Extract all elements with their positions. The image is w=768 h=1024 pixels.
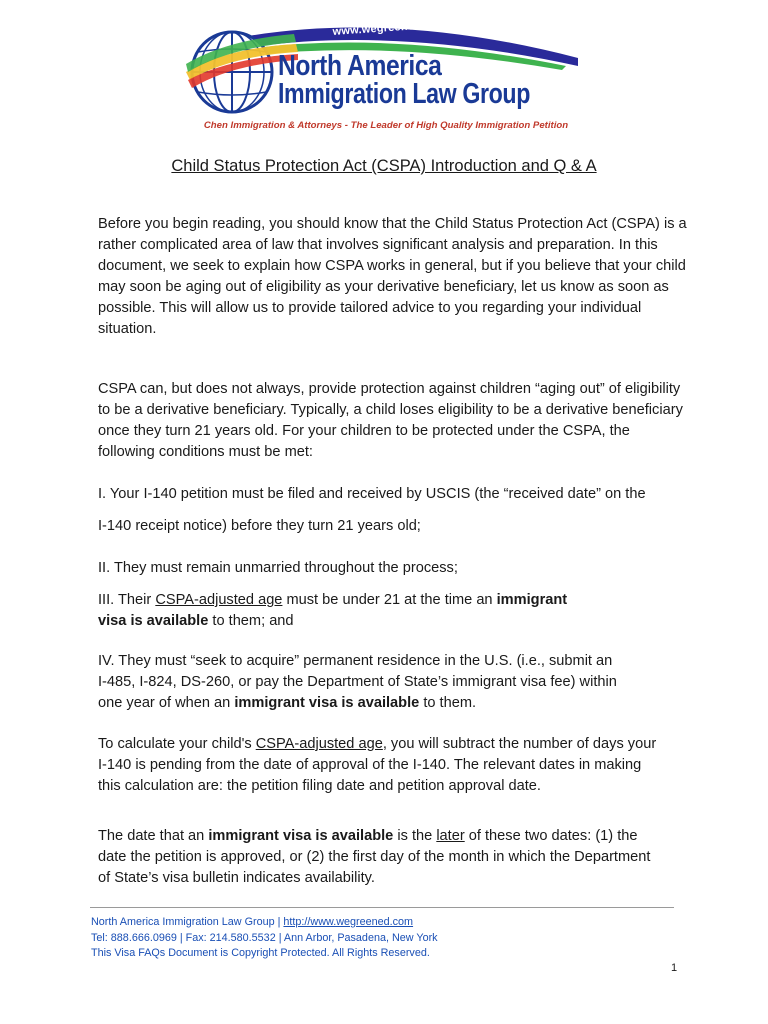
date-pre: The date that an xyxy=(98,828,209,844)
date-bold-term: immigrant visa is available xyxy=(208,828,394,844)
calc-line3: this calculation are: the petition filing date and petition approval date. xyxy=(98,778,541,794)
date-post1: of these two dates: (1) the xyxy=(464,828,638,844)
visa-available-term: visa is available xyxy=(98,613,209,629)
condition-3-post: to them; and xyxy=(208,613,294,629)
condition-4-line3-pre: one year of when an xyxy=(98,695,235,711)
footer-copyright: This Visa FAQs Document is Copyright Protected. All Rights Reserved. xyxy=(91,947,430,959)
condition-3 xyxy=(98,590,688,632)
condition-3-mid: must be under 21 at the time an xyxy=(282,592,497,608)
condition-4 xyxy=(98,651,688,714)
intro-paragraph: Before you begin reading, you should know that the Child Status Protection Act (CSPA) is a rather complicated area of law that involves significant analysis and preparation. In this document, we seek to explain how CSPA works in general, but if you believe that your child may soon be aging out of eligibility as your derivative beneficiary, let us know as soon as possible. This will allow us to provide tailored advice to you regarding your individual situation. xyxy=(98,216,687,337)
brand-tagline: Chen Immigration & Attorneys - The Leader of High Quality Immigration Petition xyxy=(203,120,569,131)
calc-post1: , you will subtract the number of days your xyxy=(382,736,657,752)
cspa-overview-paragraph: CSPA can, but does not always, provide protection against children “aging out” of eligibility to be a derivative beneficiary. Typically, a child loses eligibility to be a derivative beneficiary once they turn 21 years old. For your children to be protected under the CSPA, the following conditions must be met: xyxy=(98,381,683,460)
footer-contact: Tel: 888.666.0969 | Fax: 214.580.5532 | Ann Arbor, Pasadena, New York xyxy=(91,931,438,944)
visa-date-paragraph xyxy=(98,826,688,889)
condition-1-line1: I. Your I-140 petition must be filed and received by USCIS (the “received date” on the xyxy=(98,486,646,502)
website-url[interactable]: www.wegreened.com xyxy=(332,18,448,38)
later-term: later xyxy=(436,828,465,844)
letterhead xyxy=(186,20,586,138)
calc-pre: To calculate your child's xyxy=(98,736,256,752)
condition-4-line1: IV. They must “seek to acquire” permanent residence in the U.S. (i.e., submit an xyxy=(98,653,613,669)
condition-1-line2: I-140 receipt notice) before they turn 21 years old; xyxy=(98,518,421,534)
page-number: 1 xyxy=(671,962,678,974)
footer-firm-name: North America Immigration Law Group | xyxy=(91,916,284,928)
condition-4-line2: I-485, I-824, DS-260, or pay the Department of State’s immigrant visa fee) within xyxy=(98,674,617,690)
condition-4-line3-post: to them. xyxy=(419,695,477,711)
immigrant-visa-available-term: immigrant visa is available xyxy=(234,695,420,711)
document-title: Child Status Protection Act (CSPA) Introduction and Q & A xyxy=(171,157,597,175)
calc-cspa-adjusted-age-term: CSPA-adjusted age xyxy=(255,736,383,752)
date-mid: is the xyxy=(393,828,437,844)
cspa-adjusted-age-term: CSPA-adjusted age xyxy=(155,592,283,608)
footer-divider xyxy=(90,907,674,908)
condition-2: II. They must remain unmarried throughout the process; xyxy=(98,560,458,576)
brand-name-line1: North America xyxy=(278,50,442,82)
calc-line2: I-140 is pending from the date of approval of the I-140. The relevant dates in making xyxy=(98,757,642,773)
brand-name-line2: Immigration Law Group xyxy=(278,78,530,110)
footer xyxy=(91,915,438,962)
footer-website-link[interactable]: http://www.wegreened.com xyxy=(283,916,414,928)
condition-3-pre: III. Their xyxy=(98,592,156,608)
date-line2: date the petition is approved, or (2) the first day of the month in which the Department xyxy=(98,849,651,865)
footer-line1 xyxy=(91,915,438,931)
date-line3: of State’s visa bulletin indicates availability. xyxy=(98,870,375,886)
calculation-paragraph xyxy=(98,734,688,797)
immigrant-term: immigrant xyxy=(496,592,568,608)
